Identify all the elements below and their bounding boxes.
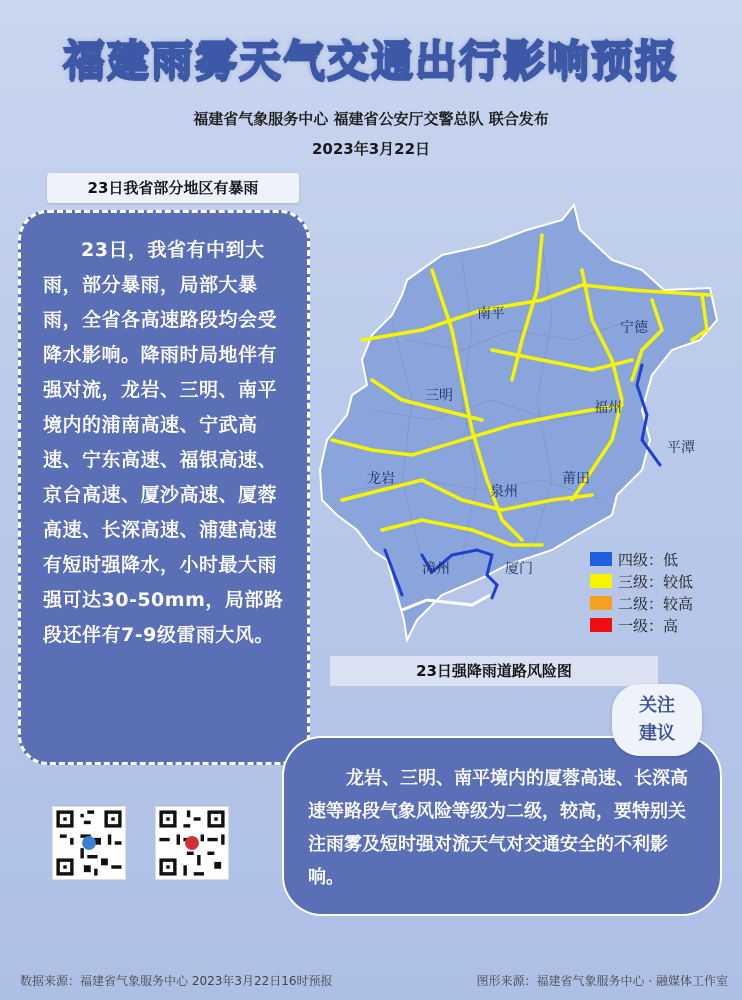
legend-swatch-yellow (590, 574, 612, 588)
legend-label: 三级：较低 (618, 572, 694, 591)
city-label-fuzhou: 福州 (594, 400, 622, 416)
left-panel-heading: 23日我省部分地区有暴雨 (47, 173, 299, 203)
city-label-zhangzhou: 漳州 (422, 561, 450, 577)
legend-swatch-orange (590, 596, 612, 610)
city-label-nanping: 南平 (477, 306, 505, 322)
advice-badge (612, 684, 702, 756)
advice-panel (282, 736, 722, 916)
risk-legend (590, 548, 730, 636)
left-panel (18, 210, 310, 765)
city-label-longyan: 龙岩 (367, 471, 395, 487)
map-caption: 23日强降雨道路风险图 (330, 656, 658, 686)
city-label-xiamen: 厦门 (505, 561, 533, 577)
advice-badge-line2: 建议 (639, 723, 675, 744)
legend-item-level1 (590, 614, 730, 636)
left-panel-body: 23日，我省有中到大雨，部分暴雨，局部大暴雨，全省各高速路段均会受降水影响。降雨时局地伴有强对流，龙岩、三明、南平境内的浦南高速、宁武高速、宁东高速、福银高速、京台高速、厦沙高速、厦蓉高速、长深高速、浦建高速有短时强降水，小时最大雨强可达30-50mm，局部路段还伴有7-9级雷雨大风。 (43, 239, 284, 646)
advice-body: 龙岩、三明、南平境内的厦蓉高速、长深高速等路段气象风险等级为二级，较高，要特别关注雨雾及短时强对流天气对交通安全的不利影响。 (308, 768, 688, 888)
city-label-pingtan: 平潭 (667, 440, 695, 456)
city-label-ningde: 宁德 (620, 320, 648, 336)
qr-code-icon[interactable] (52, 806, 126, 880)
data-source: 数据来源：福建省气象服务中心 2023年3月22日16时预报 (20, 974, 333, 988)
legend-item-level3 (590, 570, 730, 592)
qr-code-icon[interactable] (155, 806, 229, 880)
legend-swatch-red (590, 618, 612, 632)
publish-date: 2023年3月22日 (311, 140, 431, 158)
legend-item-level2 (590, 592, 730, 614)
city-label-putian: 莆田 (562, 471, 590, 487)
legend-label: 一级：高 (618, 616, 679, 635)
city-label-quanzhou: 泉州 (490, 484, 518, 500)
legend-label: 四级：低 (618, 550, 679, 569)
page-title: 福建雨雾天气交通出行影响预报 (62, 36, 679, 85)
city-label-sanming: 三明 (425, 388, 453, 404)
publishers: 福建省气象服务中心 福建省公安厅交警总队 联合发布 (193, 110, 549, 128)
graphic-source: 图形来源：福建省气象服务中心 · 融媒体工作室 (476, 974, 728, 988)
legend-label: 二级：较高 (618, 594, 694, 613)
advice-badge-line1: 关注 (639, 695, 675, 716)
legend-swatch-blue (590, 552, 612, 566)
legend-item-level4 (590, 548, 730, 570)
